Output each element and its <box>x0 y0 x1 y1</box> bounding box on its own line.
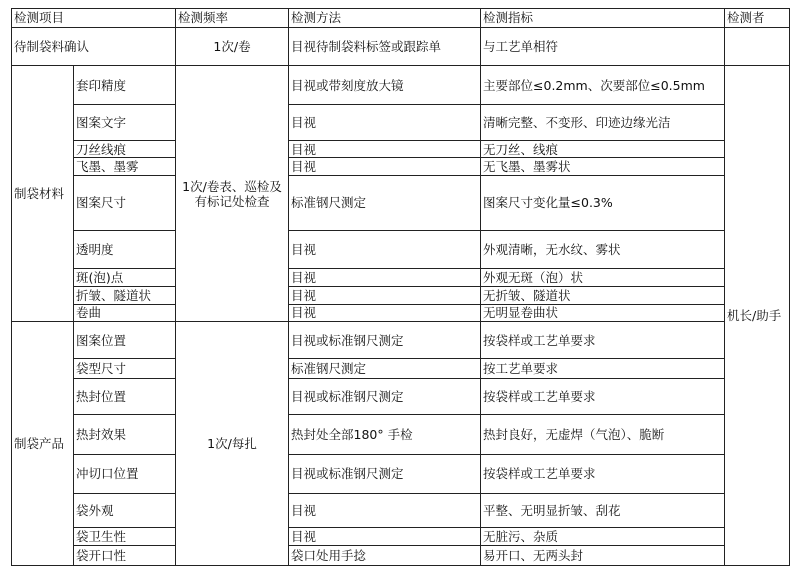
product-criteria: 按袋样或工艺单要求 <box>481 378 725 414</box>
material-criteria: 主要部位≤0.2mm、次要部位≤0.5mm <box>481 66 725 105</box>
product-item: 袋开口性 <box>74 546 176 566</box>
product-item: 热封效果 <box>74 414 176 454</box>
product-item: 图案位置 <box>74 322 176 358</box>
product-group-label: 制袋产品 <box>12 322 74 566</box>
material-item: 透明度 <box>74 230 176 269</box>
product-criteria: 无脏污、杂质 <box>481 528 725 546</box>
material-method: 目视 <box>289 286 481 304</box>
product-row <box>12 414 790 454</box>
material-item: 套印精度 <box>74 66 176 105</box>
confirm-method: 目视待制袋料标签或跟踪单 <box>289 27 481 66</box>
product-item: 袋卫生性 <box>74 528 176 546</box>
material-method: 目视 <box>289 157 481 175</box>
product-method: 袋口处用手捻 <box>289 546 481 566</box>
product-method: 目视或标准钢尺测定 <box>289 322 481 358</box>
product-row <box>12 454 790 494</box>
product-method: 目视 <box>289 494 481 528</box>
confirm-frequency: 1次/卷 <box>176 27 289 66</box>
product-row <box>12 322 790 358</box>
confirm-inspector-cell <box>725 27 790 66</box>
confirm-criteria: 与工艺单相符 <box>481 27 725 66</box>
material-criteria: 外观清晰，无水纹、雾状 <box>481 230 725 269</box>
product-criteria: 按袋样或工艺单要求 <box>481 454 725 494</box>
product-criteria: 平整、无明显折皱、刮花 <box>481 494 725 528</box>
header-frequency: 检测频率 <box>176 9 289 28</box>
product-frequency: 1次/每扎 <box>176 322 289 566</box>
product-item: 袋型尺寸 <box>74 358 176 378</box>
inspection-table <box>11 8 790 566</box>
product-row <box>12 546 790 566</box>
material-group-label: 制袋材料 <box>12 66 74 322</box>
header-item: 检测项目 <box>12 9 176 28</box>
material-method: 标准钢尺测定 <box>289 175 481 230</box>
material-method: 目视 <box>289 230 481 269</box>
product-method: 热封处全部180° 手检 <box>289 414 481 454</box>
product-criteria: 热封良好，无虚焊（气泡）、脆断 <box>481 414 725 454</box>
product-row <box>12 358 790 378</box>
material-row <box>12 286 790 304</box>
material-method: 目视 <box>289 269 481 287</box>
product-criteria: 按袋样或工艺单要求 <box>481 322 725 358</box>
material-item: 卷曲 <box>74 304 176 322</box>
product-row <box>12 528 790 546</box>
material-item: 飞墨、墨雾 <box>74 157 176 175</box>
product-item: 冲切口位置 <box>74 454 176 494</box>
product-method: 目视 <box>289 528 481 546</box>
header-method: 检测方法 <box>289 9 481 28</box>
material-method: 目视 <box>289 141 481 158</box>
inspector-cell: 机长/助手 <box>725 66 790 566</box>
material-criteria: 无刀丝、线痕 <box>481 141 725 158</box>
material-criteria: 无飞墨、墨雾状 <box>481 157 725 175</box>
material-row <box>12 66 790 105</box>
material-item: 图案尺寸 <box>74 175 176 230</box>
product-item: 袋外观 <box>74 494 176 528</box>
product-method: 目视或标准钢尺测定 <box>289 454 481 494</box>
material-method: 目视 <box>289 104 481 140</box>
material-row <box>12 157 790 175</box>
product-item: 热封位置 <box>74 378 176 414</box>
material-row <box>12 175 790 230</box>
header-row <box>12 9 790 28</box>
material-criteria: 外观无斑（泡）状 <box>481 269 725 287</box>
material-item: 刀丝线痕 <box>74 141 176 158</box>
material-item: 折皱、隧道状 <box>74 286 176 304</box>
product-row <box>12 494 790 528</box>
material-criteria: 无明显卷曲状 <box>481 304 725 322</box>
material-row <box>12 269 790 287</box>
header-criteria: 检测指标 <box>481 9 725 28</box>
material-criteria: 无折皱、隧道状 <box>481 286 725 304</box>
material-frequency: 1次/卷表、巡检及有标记处检查 <box>176 66 289 322</box>
product-method: 目视或标准钢尺测定 <box>289 378 481 414</box>
material-criteria: 图案尺寸变化量≤0.3% <box>481 175 725 230</box>
material-row <box>12 230 790 269</box>
product-row <box>12 378 790 414</box>
product-criteria: 易开口、无两头封 <box>481 546 725 566</box>
material-method: 目视或带刻度放大镜 <box>289 66 481 105</box>
inspection-table-body <box>12 9 790 566</box>
material-criteria: 清晰完整、不变形、印迹边缘光洁 <box>481 104 725 140</box>
material-item: 斑(泡)点 <box>74 269 176 287</box>
confirm-item: 待制袋料确认 <box>12 27 176 66</box>
material-row <box>12 304 790 322</box>
material-row <box>12 141 790 158</box>
product-method: 标准钢尺测定 <box>289 358 481 378</box>
material-row <box>12 104 790 140</box>
material-item: 图案文字 <box>74 104 176 140</box>
header-inspector: 检测者 <box>725 9 790 28</box>
confirm-row <box>12 27 790 66</box>
material-method: 目视 <box>289 304 481 322</box>
product-criteria: 按工艺单要求 <box>481 358 725 378</box>
